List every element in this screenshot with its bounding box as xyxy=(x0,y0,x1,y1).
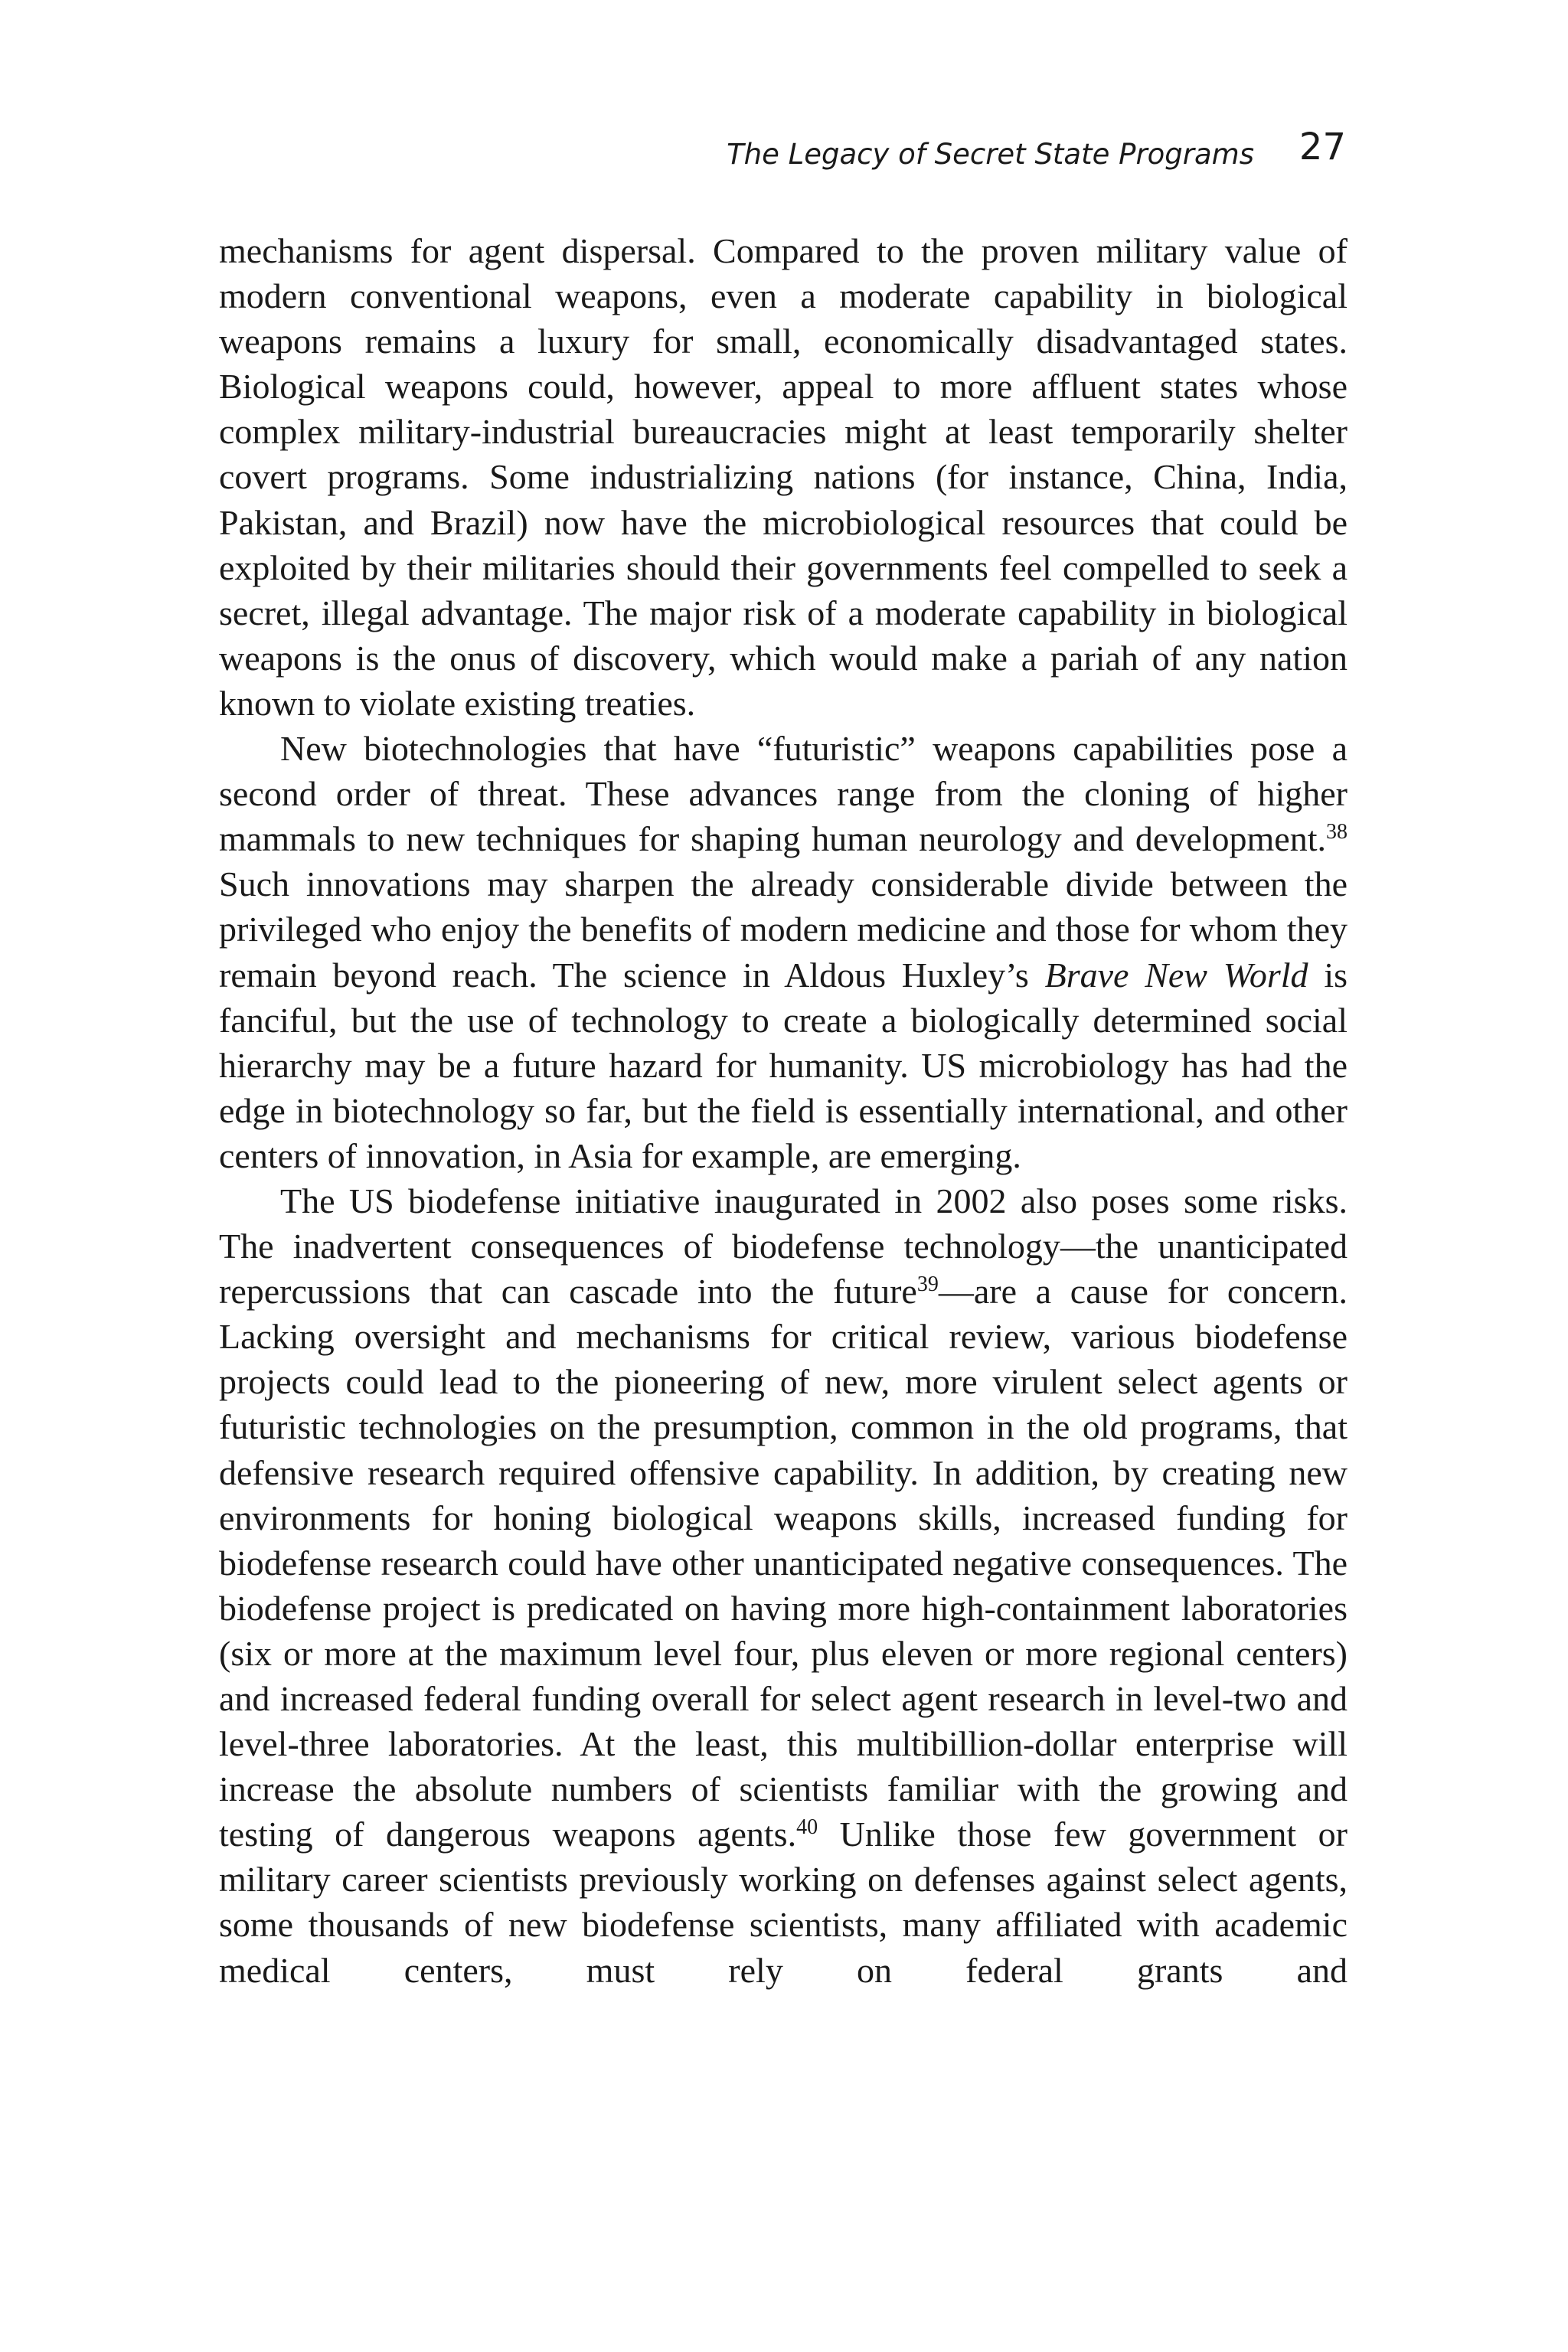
running-head: The Legacy of Secret State Programs xyxy=(727,138,1254,171)
paragraph-2-text-c: is fanciful, but the use of technology to create a biologically determined social hierarchy may be a future hazard for humanity. US microbiology has had the edge in biotechnology so far, but the field is essentially international, and other centers of innovation, in Asia for example, are emerging. xyxy=(219,955,1348,1175)
book-title: Brave New World xyxy=(1044,955,1308,995)
page-number: 27 xyxy=(1298,126,1346,168)
paragraph-1 xyxy=(219,228,1348,726)
paragraph-2 xyxy=(219,726,1348,1178)
body-text xyxy=(219,228,1348,1993)
paragraph-2-text-a: New biotechnologies that have “futuristic” weapons capabilities pose a second order of threat. These advances range from the cloning of higher mammals to new techniques for shaping human neurology and development. xyxy=(219,729,1348,859)
paragraph-3-text-c: Unlike those few government or military career scientists previously working on defenses against select agents, some thousands of new biodefense scientists, many affiliated with academic medical centers, must rely on federal grants and xyxy=(219,1815,1348,1990)
paragraph-1-text: mechanisms for agent dispersal. Compared to the proven military value of modern conventional weapons, even a moderate capability in biological weapons remains a luxury for small, economically disadvantaged states. Biological weapons could, however, appeal to more affluent states whose complex military-industrial bureaucracies might at least temporarily shelter covert programs. Some industrializing nations (for instance, China, India, Pakistan, and Brazil) now have the microbiological resources that could be exploited by their militaries should their governments feel compelled to seek a secret, illegal advantage. The major risk of a moderate capability in biological weapons is the onus of discovery, which would make a pariah of any nation known to violate existing treaties. xyxy=(219,231,1348,723)
page-header xyxy=(219,122,1346,176)
footnote-marker-40[interactable]: 40 xyxy=(796,1815,818,1840)
footnote-marker-39[interactable]: 39 xyxy=(916,1272,939,1297)
paragraph-3-text-b: —are a cause for concern. Lacking oversight and mechanisms for critical review, various biodefense projects could lead to the pioneering of new, more virulent select agents or futuristic technologies on the presumption, common in the old programs, that defensive research required offensive capability. In addition, by creating new environments for honing biological weapons skills, increased funding for biodefense research could have other unanticipated negative consequences. The biodefense project is predicated on having more high-containment laboratories (six or more at the maximum level four, plus eleven or more regional centers) and increased federal funding overall for select agent research in level-two and level-three laboratories. At the least, this multibillion-dollar enterprise will increase the absolute numbers of scientists familiar with the growing and testing of dangerous weapons agents. xyxy=(219,1272,1348,1854)
paragraph-3-text-a: The US biodefense initiative inaugurated in 2002 also poses some risks. The inadvertent consequences of biodefense technology—the unanticipated repercussions that can cascade into the future xyxy=(219,1181,1348,1312)
footnote-marker-38[interactable]: 38 xyxy=(1326,820,1348,844)
paragraph-2-text-b: Such innovations may sharpen the already considerable divide between the privileged who enjoy the benefits of modern medicine and those for whom they remain beyond reach. The science in Aldous Huxley’s xyxy=(219,864,1348,995)
paragraph-3 xyxy=(219,1178,1348,1993)
